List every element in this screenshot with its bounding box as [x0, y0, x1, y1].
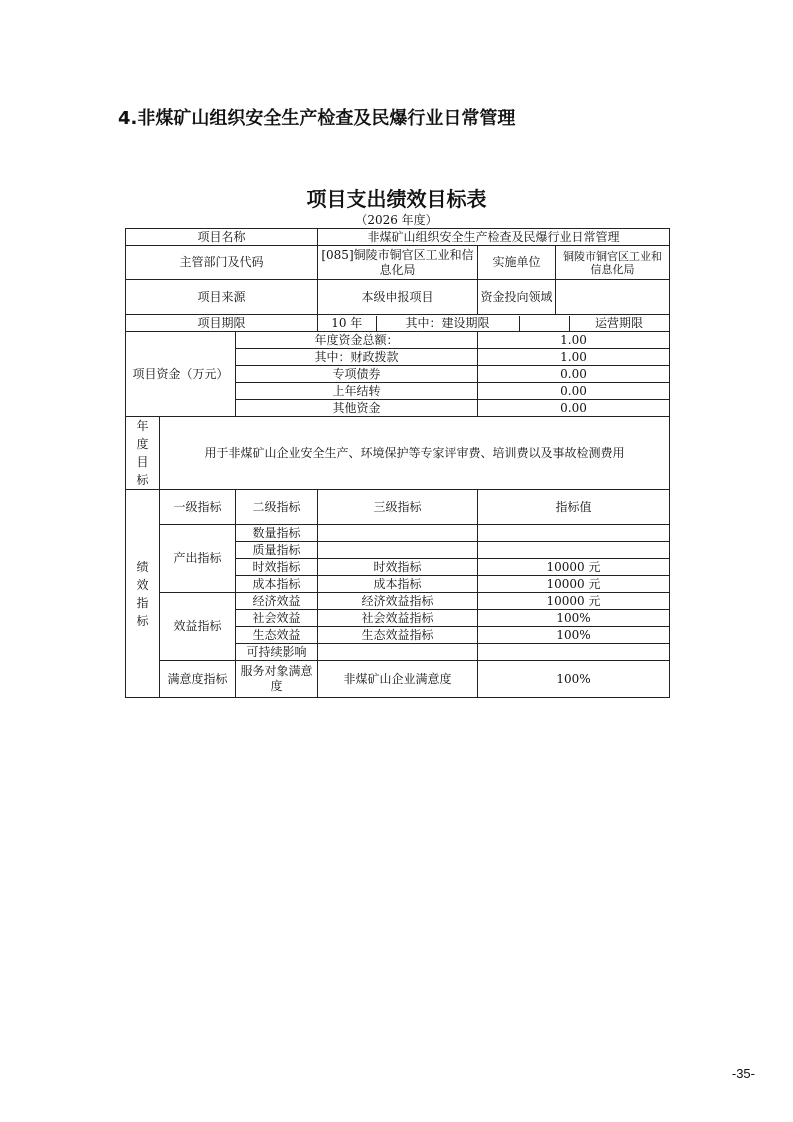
level3-cell: 时效指标 — [318, 559, 478, 576]
value-cell: 100% — [478, 610, 670, 627]
funds-item-value: 1.00 — [478, 349, 670, 366]
department-value: [085]铜陵市铜官区工业和信息化局 — [318, 246, 478, 280]
level3-cell — [318, 542, 478, 559]
section-title: 4.非煤矿山组织安全生产检查及民爆行业日常管理 — [118, 108, 516, 129]
benefit-indicator-label: 效益指标 — [160, 593, 236, 661]
level2-cell: 成本指标 — [236, 576, 318, 593]
level3-cell: 成本指标 — [318, 576, 478, 593]
performance-label: 绩效指标 — [136, 559, 149, 628]
implementer-label: 实施单位 — [478, 246, 556, 280]
operation-period-label: 运营期限 — [569, 316, 669, 331]
level3-cell: 经济效益指标 — [318, 593, 478, 610]
value-cell — [478, 525, 670, 542]
level3-header: 三级指标 — [318, 490, 478, 525]
value-cell: 10000 元 — [478, 559, 670, 576]
level2-cell: 可持续影响 — [236, 644, 318, 661]
level3-cell: 非煤矿山企业满意度 — [318, 661, 478, 698]
project-name-label: 项目名称 — [126, 229, 318, 246]
level3-cell: 生态效益指标 — [318, 627, 478, 644]
level2-cell: 质量指标 — [236, 542, 318, 559]
page-number: -35- — [731, 1066, 755, 1081]
project-name-value: 非煤矿山组织安全生产检查及民爆行业日常管理 — [318, 229, 670, 246]
value-cell: 100% — [478, 627, 670, 644]
construction-period-label: 其中：建设期限 — [376, 316, 519, 331]
level2-cell: 社会效益 — [236, 610, 318, 627]
value-cell — [478, 644, 670, 661]
level2-cell: 生态效益 — [236, 627, 318, 644]
construction-period-value — [519, 316, 569, 331]
value-cell — [478, 542, 670, 559]
source-label: 项目来源 — [126, 280, 318, 315]
table-title: 项目支出绩效目标表 — [306, 187, 487, 211]
funds-item-label: 年度资金总额： — [236, 332, 478, 349]
period-value: 10 年 — [318, 316, 376, 331]
funds-item-label: 上年结转 — [236, 383, 478, 400]
value-cell: 100% — [478, 661, 670, 698]
value-cell: 10000 元 — [478, 593, 670, 610]
level3-cell: 社会效益指标 — [318, 610, 478, 627]
funds-item-value: 1.00 — [478, 332, 670, 349]
output-indicator-label: 产出指标 — [160, 525, 236, 593]
level1-header: 一级指标 — [160, 490, 236, 525]
annual-goal-value: 用于非煤矿山企业安全生产、环境保护等专家评审费、培训费以及事故检测费用 — [160, 417, 670, 490]
source-value: 本级申报项目 — [318, 280, 478, 315]
funds-item-value: 0.00 — [478, 366, 670, 383]
value-cell: 10000 元 — [478, 576, 670, 593]
level2-cell: 经济效益 — [236, 593, 318, 610]
level2-cell: 数量指标 — [236, 525, 318, 542]
value-header: 指标值 — [478, 490, 670, 525]
investment-field-label: 资金投向领域 — [478, 280, 556, 315]
level2-cell: 服务对象满意度 — [236, 661, 318, 698]
table-year: （2026 年度） — [355, 213, 438, 227]
funds-item-value: 0.00 — [478, 383, 670, 400]
period-label: 项目期限 — [126, 315, 318, 332]
funds-item-label: 其他资金 — [236, 400, 478, 417]
level3-cell — [318, 644, 478, 661]
funds-item-label: 其中：财政拨款 — [236, 349, 478, 366]
performance-target-table — [125, 228, 670, 698]
implementer-value: 铜陵市铜官区工业和信息化局 — [556, 246, 670, 280]
level2-header: 二级指标 — [236, 490, 318, 525]
funds-item-label: 专项债券 — [236, 366, 478, 383]
annual-goal-label: 年度目标 — [136, 419, 149, 487]
funds-item-value: 0.00 — [478, 400, 670, 417]
department-label: 主管部门及代码 — [126, 246, 318, 280]
level3-cell — [318, 525, 478, 542]
investment-field-value — [556, 280, 670, 315]
funds-label: 项目资金（万元） — [126, 332, 236, 417]
satisfaction-indicator-label: 满意度指标 — [160, 661, 236, 698]
level2-cell: 时效指标 — [236, 559, 318, 576]
